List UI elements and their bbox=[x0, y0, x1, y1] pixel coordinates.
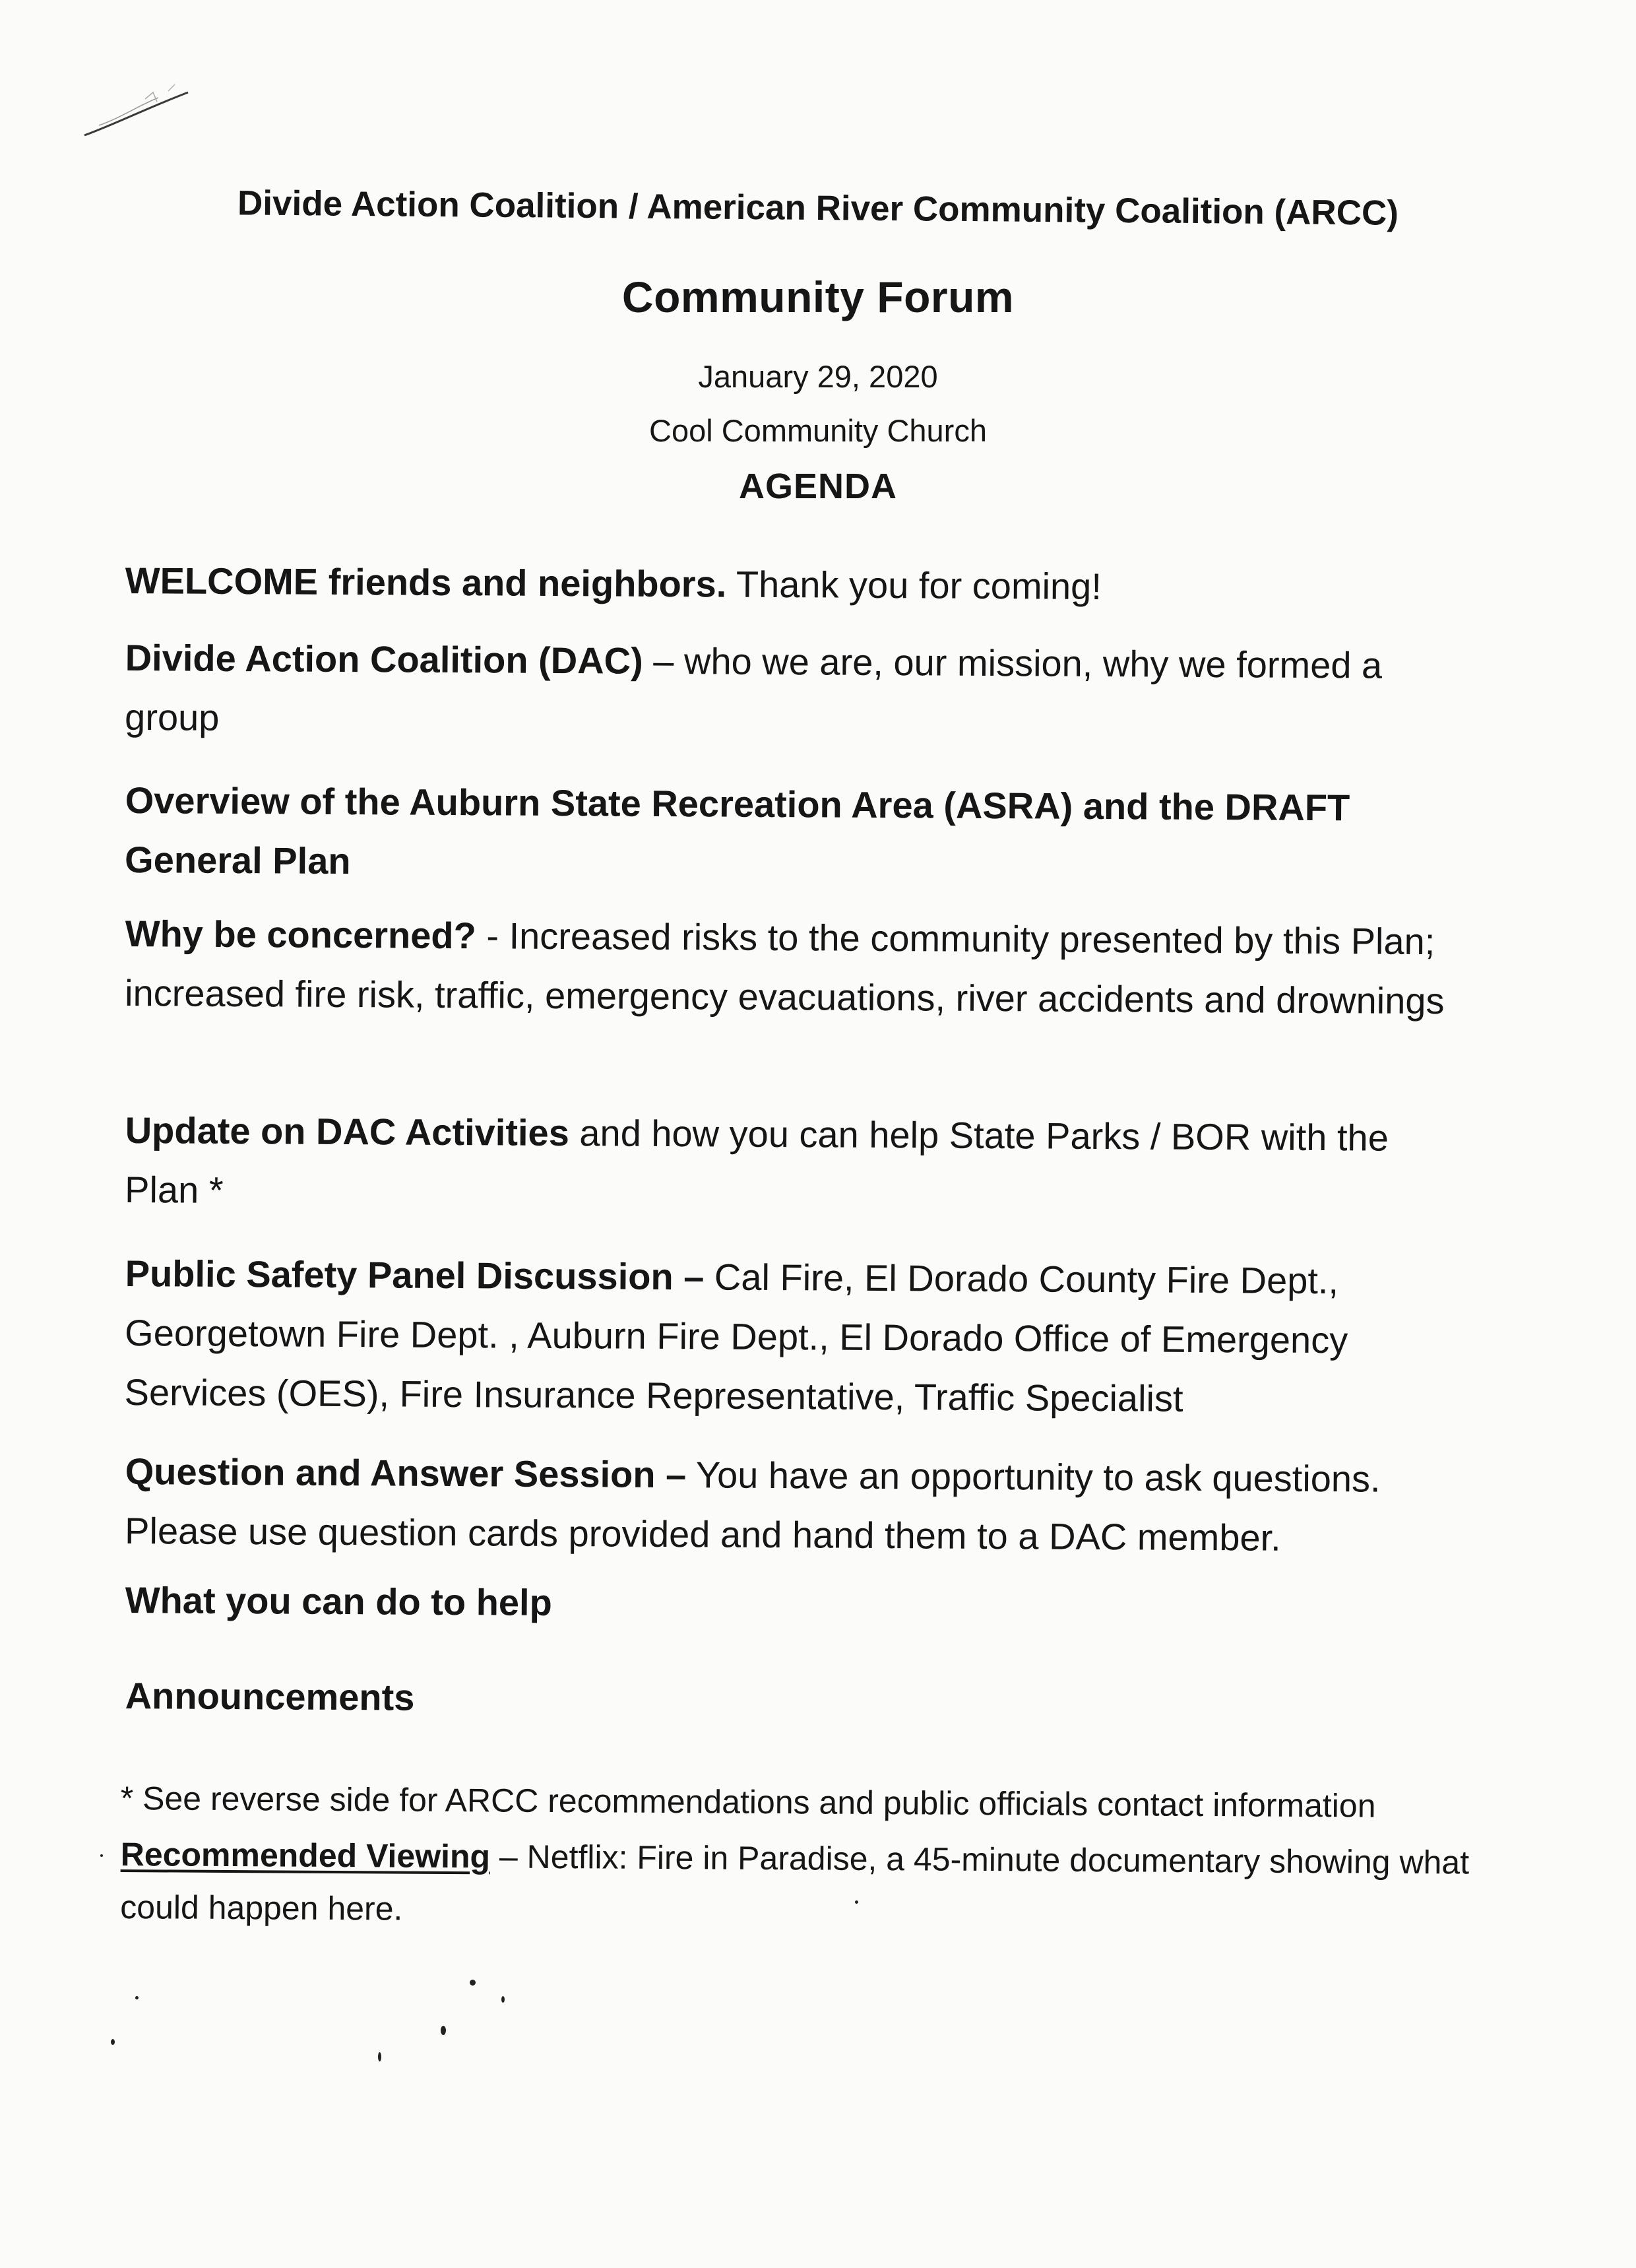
footnote-reverse-side: * See reverse side for ARCC recommendations and public officials contact information bbox=[120, 1779, 1376, 1825]
scan-speck bbox=[470, 1980, 476, 1986]
agenda-item-label: Announcements bbox=[125, 1674, 415, 1718]
recommended-viewing-label: Recommended Viewing bbox=[120, 1835, 491, 1875]
agenda-item-label: Overview of the Auburn State Recreation Area (ASRA) and the DRAFT General Plan bbox=[124, 779, 1350, 882]
scan-speck bbox=[501, 1996, 505, 2003]
footnote-recommended-viewing bbox=[120, 1828, 1493, 1942]
agenda-item-text: - Increased risks to the community presented by this Plan; increased fire risk, traffic, emergency evacuations, river accidents and drownings bbox=[124, 915, 1445, 1022]
recommended-viewing-text: – Netflix: Fire in Paradise, a 45-minute documentary showing what could happen here. bbox=[120, 1838, 1470, 1928]
scan-speck bbox=[855, 1900, 858, 1904]
agenda-item-update bbox=[125, 1101, 1471, 1227]
agenda-item-qa-session bbox=[125, 1442, 1471, 1569]
forum-title: Community Forum bbox=[621, 273, 1015, 321]
agenda-item-text: Cal Fire, El Dorado County Fire Dept., Georgetown Fire Dept. , Auburn Fire Dept., El Dorado Office of Emergency Services (OES), Fire Insurance Representative, Traffic Specialist bbox=[124, 1256, 1348, 1419]
agenda-item-text: – who we are, our mission, why we formed a group bbox=[124, 639, 1383, 738]
agenda-heading: AGENDA bbox=[738, 467, 897, 506]
agenda-item-label: What you can do to help bbox=[125, 1578, 553, 1623]
agenda-item-label: Question and Answer Session – bbox=[125, 1450, 687, 1496]
agenda-item-label: WELCOME friends and neighbors. bbox=[125, 559, 727, 605]
scan-speck bbox=[378, 2052, 381, 2061]
agenda-item-text: and how you can help State Parks / BOR with the Plan * bbox=[124, 1112, 1389, 1211]
agenda-item-label: Divide Action Coalition (DAC) bbox=[125, 636, 643, 682]
agenda-item-welcome bbox=[125, 551, 1471, 618]
scan-speck bbox=[100, 1854, 103, 1857]
scan-speck bbox=[135, 1996, 139, 1999]
agenda-item-label: Update on DAC Activities bbox=[125, 1109, 570, 1154]
agenda-item-panel-discussion bbox=[124, 1244, 1471, 1430]
event-venue: Cool Community Church bbox=[649, 413, 987, 448]
agenda-item-text: Thank you for coming! bbox=[736, 563, 1102, 608]
scan-speck bbox=[441, 2026, 446, 2035]
agenda-item-dac bbox=[125, 628, 1471, 755]
scan-speck bbox=[111, 2039, 115, 2045]
organization-title: Divide Action Coalition / American River Community Coalition (ARCC) bbox=[237, 183, 1399, 233]
agenda-item-help bbox=[125, 1571, 1471, 1638]
agenda-item-label: Public Safety Panel Discussion – bbox=[125, 1252, 705, 1298]
agenda-item-text: You have an opportunity to ask questions. Please use question cards provided and hand them to a DAC member. bbox=[124, 1454, 1381, 1559]
agenda-item-announcements bbox=[125, 1666, 1471, 1733]
agenda-item-label: Why be concerned? bbox=[125, 912, 477, 957]
event-date: January 29, 2020 bbox=[698, 359, 938, 394]
agenda-item-overview bbox=[125, 771, 1471, 897]
pen-stroke-mark bbox=[79, 73, 198, 145]
agenda-item-concerns bbox=[125, 904, 1471, 1031]
